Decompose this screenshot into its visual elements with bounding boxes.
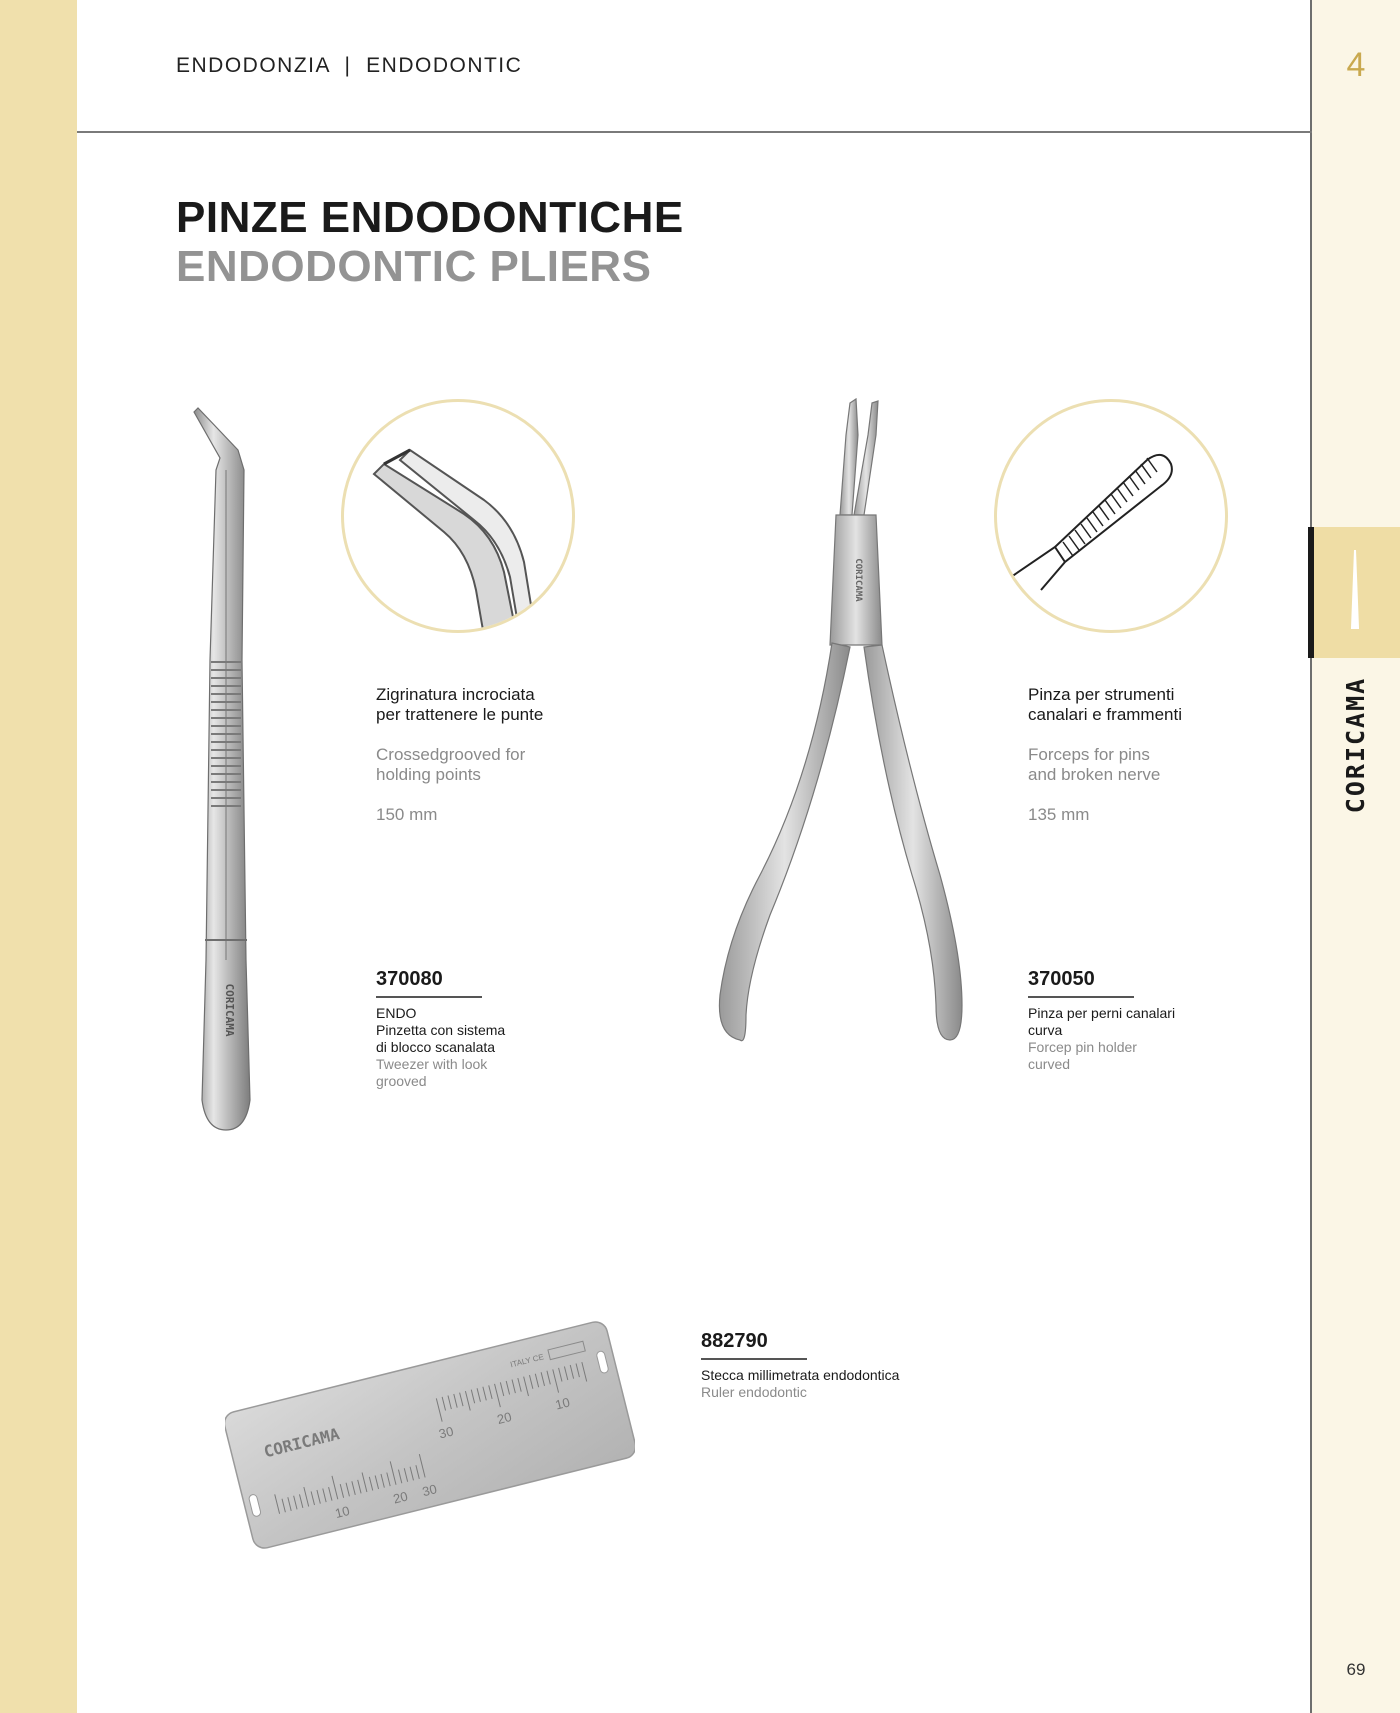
ruler-image: [225, 1305, 635, 1565]
product-description: [1028, 1005, 1258, 1073]
svg-text:CORICAMA: CORICAMA: [223, 983, 236, 1037]
ruler-stamp: ITALY CE: [509, 1352, 545, 1370]
brand-vertical: [1335, 676, 1375, 815]
right-divider: [1310, 0, 1312, 1713]
product-code: 370050: [1028, 968, 1095, 990]
product-description: [701, 1367, 961, 1401]
detail-circle-forceps-tip: [994, 399, 1228, 633]
file-instrument-icon: [1345, 548, 1365, 638]
page-title-english: ENDODONTIC PLIERS: [176, 242, 652, 291]
page-title-italian: PINZE ENDODONTICHE: [176, 193, 684, 242]
ruler-scale-label: 20: [391, 1488, 410, 1507]
desc-it-line: Pinza per perni canalari: [1028, 1005, 1176, 1021]
tweezer-image: [180, 400, 290, 1140]
features-370080: [376, 685, 606, 825]
code-underline: [376, 996, 482, 998]
product-length: 135 mm: [1028, 805, 1090, 824]
feature-it-line: canalari e frammenti: [1028, 705, 1183, 724]
product-description: [376, 1005, 576, 1090]
forceps-image: [700, 395, 1000, 1055]
feature-en-line: Crossedgrooved for: [376, 745, 526, 764]
product-code: 370080: [376, 968, 443, 990]
chapter-tab-indicator: [1308, 527, 1314, 658]
desc-it-line: curva: [1028, 1022, 1063, 1038]
ruler-brand-mark: CORICAMA: [261, 1424, 342, 1462]
code-underline: [701, 1358, 807, 1360]
left-accent-band: [0, 0, 77, 1713]
brand-name: CORICAMA: [1340, 676, 1370, 814]
product-code: 882790: [701, 1330, 768, 1352]
right-side-band: [1312, 0, 1400, 1713]
code-underline: [1028, 996, 1134, 998]
ruler-scale-label: 10: [553, 1394, 572, 1413]
desc-en-line: curved: [1028, 1056, 1071, 1072]
feature-en-line: and broken nerve: [1028, 765, 1161, 784]
features-370050: [1028, 685, 1268, 825]
desc-en-line: grooved: [376, 1073, 427, 1089]
feature-it-line: Pinza per strumenti: [1028, 685, 1175, 704]
product-length: 150 mm: [376, 805, 438, 824]
desc-it-line: ENDO: [376, 1005, 417, 1021]
ruler-scale-label: 30: [437, 1423, 455, 1442]
desc-it-line: Stecca millimetrata endodontica: [701, 1367, 900, 1383]
section-header: ENDODONZIA | ENDODONTIC: [176, 54, 523, 77]
desc-en-line: Forcep pin holder: [1028, 1039, 1137, 1055]
feature-en-line: Forceps for pins: [1028, 745, 1150, 764]
detail-circle-tweezer-tip: [341, 399, 575, 633]
svg-text:CORICAMA: CORICAMA: [853, 558, 863, 602]
ruler-scale-label: 10: [333, 1502, 352, 1522]
desc-it-line: Pinzetta con sistema: [376, 1022, 506, 1038]
desc-it-line: di blocco scanalata: [376, 1039, 496, 1055]
header-divider: [77, 131, 1312, 133]
feature-it-line: Zigrinatura incrociata: [376, 685, 535, 704]
ruler-scale-label: 30: [420, 1481, 439, 1500]
ruler-scale-label: 20: [495, 1408, 514, 1428]
feature-it-line: per trattenere le punte: [376, 705, 544, 724]
page-number: 69: [1346, 1660, 1366, 1679]
chapter-number: 4: [1346, 46, 1366, 84]
feature-en-line: holding points: [376, 765, 481, 784]
desc-en-line: Ruler endodontic: [701, 1384, 807, 1400]
desc-en-line: Tweezer with look: [376, 1056, 488, 1072]
